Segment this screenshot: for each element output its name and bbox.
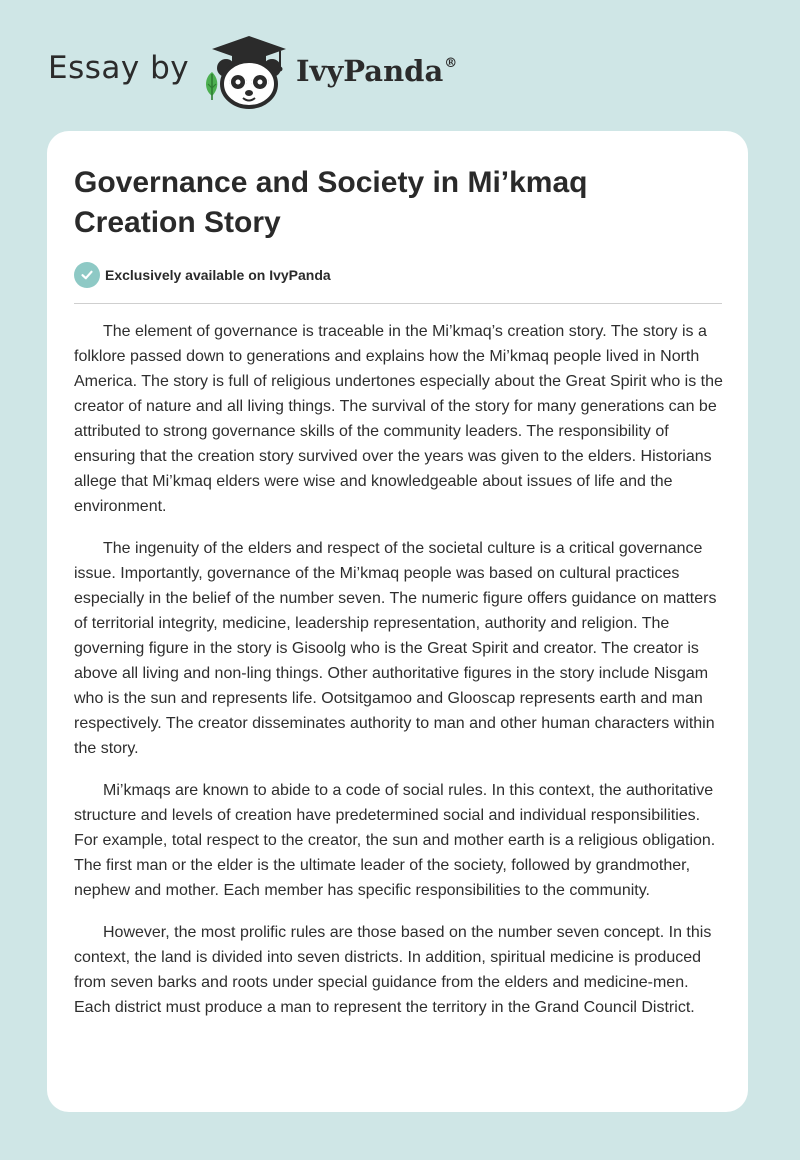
article-body (74, 319, 724, 1037)
check-circle-icon (74, 262, 100, 288)
brand-name-text: IvyPanda (296, 54, 444, 88)
divider (74, 303, 722, 304)
article-card (47, 131, 748, 1112)
page-title: Governance and Society in Mi’kmaq Creation Story (74, 166, 588, 239)
paragraph: The element of governance is traceable in the Mi’kmaq’s creation story. The story is a folklore passed down to generations and explains how the Mi’kmaq people lived in North America. The story is full of religious undertones especially about the Great Spirit who is the creator of nature and all living things. The survival of the story for many generations can be attributed to strong governance skills of the community leaders. The responsibility of ensuring that the creation story survived over the years was given to the elders. Historians allege that Mi’kmaq elders were wise and knowledgeable about issues of life and the environment. (74, 323, 723, 515)
paragraph: However, the most prolific rules are those based on the number seven concept. In this context, the land is divided into seven districts. In addition, spiritual medicine is produced from seven barks and roots under special guidance from the elders and medicine-men. Each district must produce a man to represent the territory in the Grand Council District. (74, 924, 712, 1016)
registered-mark: ® (444, 56, 458, 71)
site-header (0, 0, 800, 130)
paragraph: Mi’kmaqs are known to abide to a code of social rules. In this context, the authoritative structure and levels of creation have predetermined social and individual responsibilities. For example, total respect to the creator, the sun and mother earth is a religious obligation. The first man or the elder is the ultimate leader of the society, followed by grandmother, nephew and mother. Each member has specific responsibilities to the community. (74, 782, 716, 899)
paragraph: The ingenuity of the elders and respect of the societal culture is a critical governance issue. Importantly, governance of the Mi’kmaq people was based on cultural practices especially in the belief of the number seven. The numeric figure offers guidance on matters of territorial integrity, medicine, leadership representation, authority and religion. The governing figure in the story is Gisoolg who is the Great Spirit and creator. The creator is above all living and non-ling things. Other authoritative figures in the story include Nisgam who is the sun and represents life. Ootsitgamoo and Glooscap represents earth and man respectively. The creator disseminates authority to man and other human characters within the story. (74, 540, 717, 757)
panda-graduate-logo-icon[interactable] (198, 34, 290, 110)
exclusive-badge (74, 262, 331, 288)
brand-name[interactable] (296, 54, 457, 88)
exclusive-badge-label: Exclusively available on IvyPanda (105, 267, 331, 283)
essay-by-label: Essay by (48, 50, 190, 86)
